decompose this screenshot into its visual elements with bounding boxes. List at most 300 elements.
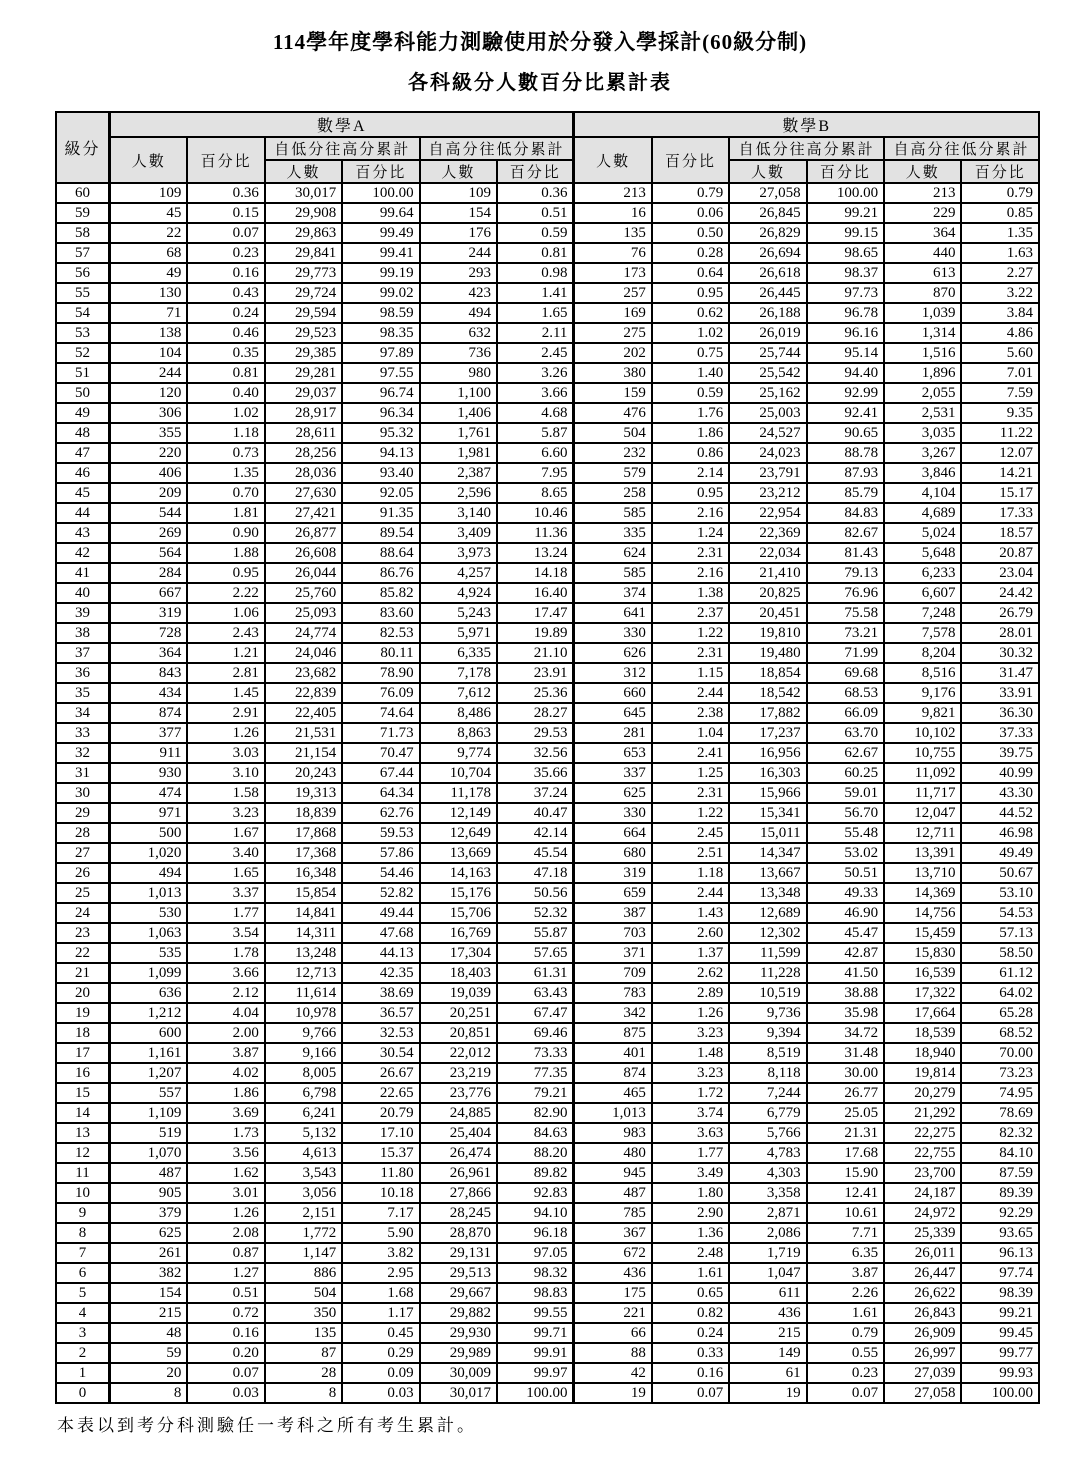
value-cell: 11,092 <box>884 763 961 783</box>
table-row <box>56 543 1039 563</box>
value-cell: 7,612 <box>420 683 497 703</box>
level-cell: 32 <box>56 743 110 763</box>
value-cell: 99.49 <box>342 223 419 243</box>
value-cell: 1,772 <box>265 1223 342 1243</box>
value-cell: 335 <box>574 523 651 543</box>
level-cell: 2 <box>56 1343 110 1363</box>
value-cell: 632 <box>420 323 497 343</box>
table-row <box>56 663 1039 683</box>
value-cell: 0.85 <box>961 203 1039 223</box>
value-cell: 65.28 <box>961 1003 1039 1023</box>
value-cell: 14.18 <box>497 563 574 583</box>
value-cell: 24,527 <box>729 423 806 443</box>
value-cell: 50.67 <box>961 863 1039 883</box>
value-cell: 9,176 <box>884 683 961 703</box>
value-cell: 13,348 <box>729 883 806 903</box>
subheader-count-desc-b: 人數 <box>884 160 961 183</box>
value-cell: 1.73 <box>187 1123 264 1143</box>
value-cell: 89.54 <box>342 523 419 543</box>
value-cell: 24,046 <box>265 643 342 663</box>
table-row <box>56 1363 1039 1383</box>
level-cell: 3 <box>56 1323 110 1343</box>
value-cell: 20.87 <box>961 543 1039 563</box>
value-cell: 175 <box>574 1283 651 1303</box>
value-cell: 1.61 <box>652 1263 729 1283</box>
value-cell: 17.68 <box>807 1143 884 1163</box>
value-cell: 98.37 <box>807 263 884 283</box>
value-cell: 25,744 <box>729 343 806 363</box>
value-cell: 557 <box>110 1083 187 1103</box>
value-cell: 23.91 <box>497 663 574 683</box>
value-cell: 380 <box>574 363 651 383</box>
value-cell: 980 <box>420 363 497 383</box>
value-cell: 44.52 <box>961 803 1039 823</box>
level-cell: 43 <box>56 523 110 543</box>
value-cell: 3.40 <box>187 843 264 863</box>
value-cell: 0.36 <box>497 183 574 203</box>
value-cell: 95.14 <box>807 343 884 363</box>
value-cell: 636 <box>110 983 187 1003</box>
value-cell: 12,711 <box>884 823 961 843</box>
value-cell: 465 <box>574 1083 651 1103</box>
value-cell: 27,421 <box>265 503 342 523</box>
level-cell: 17 <box>56 1043 110 1063</box>
value-cell: 63.70 <box>807 723 884 743</box>
value-cell: 45.54 <box>497 843 574 863</box>
value-cell: 16,303 <box>729 763 806 783</box>
value-cell: 232 <box>574 443 651 463</box>
value-cell: 63.43 <box>497 983 574 1003</box>
table-row <box>56 1123 1039 1143</box>
value-cell: 100.00 <box>342 183 419 203</box>
value-cell: 8,863 <box>420 723 497 743</box>
value-cell: 434 <box>110 683 187 703</box>
value-cell: 36.57 <box>342 1003 419 1023</box>
level-cell: 9 <box>56 1203 110 1223</box>
value-cell: 0.59 <box>497 223 574 243</box>
value-cell: 3,358 <box>729 1183 806 1203</box>
value-cell: 93.65 <box>961 1223 1039 1243</box>
value-cell: 1.37 <box>652 943 729 963</box>
level-cell: 25 <box>56 883 110 903</box>
value-cell: 22.65 <box>342 1083 419 1103</box>
value-cell: 26.67 <box>342 1063 419 1083</box>
value-cell: 97.74 <box>961 1263 1039 1283</box>
value-cell: 61.12 <box>961 963 1039 983</box>
value-cell: 29.53 <box>497 723 574 743</box>
value-cell: 29,863 <box>265 223 342 243</box>
value-cell: 23,791 <box>729 463 806 483</box>
value-cell: 382 <box>110 1263 187 1283</box>
level-cell: 59 <box>56 203 110 223</box>
value-cell: 1.04 <box>652 723 729 743</box>
value-cell: 50.51 <box>807 863 884 883</box>
value-cell: 84.10 <box>961 1143 1039 1163</box>
value-cell: 9,766 <box>265 1023 342 1043</box>
value-cell: 1.48 <box>652 1043 729 1063</box>
value-cell: 37.33 <box>961 723 1039 743</box>
value-cell: 1.15 <box>652 663 729 683</box>
value-cell: 2,086 <box>729 1223 806 1243</box>
value-cell: 600 <box>110 1023 187 1043</box>
table-row <box>56 1243 1039 1263</box>
value-cell: 0.73 <box>187 443 264 463</box>
value-cell: 2.00 <box>187 1023 264 1043</box>
value-cell: 209 <box>110 483 187 503</box>
value-cell: 2.14 <box>652 463 729 483</box>
value-cell: 3,056 <box>265 1183 342 1203</box>
value-cell: 18.57 <box>961 523 1039 543</box>
value-cell: 87.59 <box>961 1163 1039 1183</box>
value-cell: 88 <box>574 1343 651 1363</box>
value-cell: 12,149 <box>420 803 497 823</box>
value-cell: 14,347 <box>729 843 806 863</box>
value-cell: 120 <box>110 383 187 403</box>
level-cell: 29 <box>56 803 110 823</box>
value-cell: 202 <box>574 343 651 363</box>
value-cell: 5,971 <box>420 623 497 643</box>
value-cell: 1.22 <box>652 803 729 823</box>
value-cell: 1.72 <box>652 1083 729 1103</box>
value-cell: 73.23 <box>961 1063 1039 1083</box>
value-cell: 3.69 <box>187 1103 264 1123</box>
value-cell: 92.99 <box>807 383 884 403</box>
value-cell: 10.61 <box>807 1203 884 1223</box>
value-cell: 13,669 <box>420 843 497 863</box>
value-cell: 494 <box>110 863 187 883</box>
value-cell: 0.72 <box>187 1303 264 1323</box>
value-cell: 6,607 <box>884 583 961 603</box>
value-cell: 57.86 <box>342 843 419 863</box>
value-cell: 29,908 <box>265 203 342 223</box>
value-cell: 24,774 <box>265 623 342 643</box>
value-cell: 169 <box>574 303 651 323</box>
value-cell: 2.81 <box>187 663 264 683</box>
value-cell: 1,981 <box>420 443 497 463</box>
subheader-percent-asc-b: 百分比 <box>807 160 884 183</box>
table-row <box>56 963 1039 983</box>
value-cell: 31.48 <box>807 1043 884 1063</box>
column-header-percent-a: 百分比 <box>187 137 264 183</box>
value-cell: 440 <box>884 243 961 263</box>
value-cell: 24,972 <box>884 1203 961 1223</box>
value-cell: 49.49 <box>961 843 1039 863</box>
value-cell: 24,023 <box>729 443 806 463</box>
value-cell: 25,404 <box>420 1123 497 1143</box>
value-cell: 83.60 <box>342 603 419 623</box>
value-cell: 3.56 <box>187 1143 264 1163</box>
value-cell: 1.43 <box>652 903 729 923</box>
value-cell: 18,403 <box>420 963 497 983</box>
value-cell: 2.38 <box>652 703 729 723</box>
value-cell: 99.45 <box>961 1323 1039 1343</box>
value-cell: 20,825 <box>729 583 806 603</box>
value-cell: 16,769 <box>420 923 497 943</box>
value-cell: 71.73 <box>342 723 419 743</box>
value-cell: 2.91 <box>187 703 264 723</box>
value-cell: 4.04 <box>187 1003 264 1023</box>
value-cell: 8,519 <box>729 1043 806 1063</box>
level-cell: 5 <box>56 1283 110 1303</box>
value-cell: 2,151 <box>265 1203 342 1223</box>
page-subtitle: 各科級分人數百分比累計表 <box>408 72 672 94</box>
value-cell: 5.60 <box>961 343 1039 363</box>
value-cell: 2.37 <box>652 603 729 623</box>
value-cell: 14,841 <box>265 903 342 923</box>
value-cell: 0.87 <box>187 1243 264 1263</box>
subheader-count-desc-a: 人數 <box>420 160 497 183</box>
value-cell: 0.51 <box>187 1283 264 1303</box>
value-cell: 585 <box>574 503 651 523</box>
value-cell: 20 <box>110 1363 187 1383</box>
value-cell: 2.08 <box>187 1223 264 1243</box>
value-cell: 0.45 <box>342 1323 419 1343</box>
value-cell: 16,956 <box>729 743 806 763</box>
level-cell: 27 <box>56 843 110 863</box>
value-cell: 28,611 <box>265 423 342 443</box>
value-cell: 3,543 <box>265 1163 342 1183</box>
value-cell: 18,542 <box>729 683 806 703</box>
value-cell: 25,093 <box>265 603 342 623</box>
value-cell: 4,303 <box>729 1163 806 1183</box>
value-cell: 15,459 <box>884 923 961 943</box>
value-cell: 23,219 <box>420 1063 497 1083</box>
value-cell: 17,882 <box>729 703 806 723</box>
value-cell: 135 <box>574 223 651 243</box>
value-cell: 971 <box>110 803 187 823</box>
value-cell: 659 <box>574 883 651 903</box>
value-cell: 85.82 <box>342 583 419 603</box>
value-cell: 487 <box>110 1163 187 1183</box>
value-cell: 2.90 <box>652 1203 729 1223</box>
level-cell: 16 <box>56 1063 110 1083</box>
value-cell: 80.11 <box>342 643 419 663</box>
value-cell: 1.76 <box>652 403 729 423</box>
value-cell: 25.05 <box>807 1103 884 1123</box>
value-cell: 1,516 <box>884 343 961 363</box>
value-cell: 377 <box>110 723 187 743</box>
table-row <box>56 503 1039 523</box>
level-cell: 44 <box>56 503 110 523</box>
value-cell: 2.89 <box>652 983 729 1003</box>
value-cell: 5.90 <box>342 1223 419 1243</box>
value-cell: 29,841 <box>265 243 342 263</box>
level-cell: 30 <box>56 783 110 803</box>
value-cell: 46.98 <box>961 823 1039 843</box>
table-row <box>56 423 1039 443</box>
value-cell: 1,896 <box>884 363 961 383</box>
value-cell: 17,868 <box>265 823 342 843</box>
value-cell: 42.35 <box>342 963 419 983</box>
value-cell: 19,480 <box>729 643 806 663</box>
value-cell: 2,387 <box>420 463 497 483</box>
table-row <box>56 1043 1039 1063</box>
value-cell: 3.37 <box>187 883 264 903</box>
table-header <box>56 112 1039 183</box>
value-cell: 62.76 <box>342 803 419 823</box>
value-cell: 22,405 <box>265 703 342 723</box>
value-cell: 664 <box>574 823 651 843</box>
value-cell: 911 <box>110 743 187 763</box>
value-cell: 39.75 <box>961 743 1039 763</box>
value-cell: 19 <box>574 1383 651 1403</box>
value-cell: 15,966 <box>729 783 806 803</box>
value-cell: 26,188 <box>729 303 806 323</box>
value-cell: 154 <box>110 1283 187 1303</box>
value-cell: 0.36 <box>187 183 264 203</box>
value-cell: 87.93 <box>807 463 884 483</box>
value-cell: 1.81 <box>187 503 264 523</box>
level-cell: 34 <box>56 703 110 723</box>
value-cell: 6.35 <box>807 1243 884 1263</box>
value-cell: 13,667 <box>729 863 806 883</box>
column-header-level: 級分 <box>56 112 110 183</box>
value-cell: 22 <box>110 223 187 243</box>
section-header-math-a: 數學A <box>110 112 574 137</box>
value-cell: 96.74 <box>342 383 419 403</box>
level-cell: 41 <box>56 563 110 583</box>
value-cell: 20,251 <box>420 1003 497 1023</box>
value-cell: 1.17 <box>342 1303 419 1323</box>
value-cell: 87 <box>265 1343 342 1363</box>
value-cell: 8 <box>265 1383 342 1403</box>
value-cell: 18,839 <box>265 803 342 823</box>
value-cell: 15,706 <box>420 903 497 923</box>
value-cell: 3.49 <box>652 1163 729 1183</box>
value-cell: 176 <box>420 223 497 243</box>
value-cell: 46.90 <box>807 903 884 923</box>
section-header-row <box>56 112 1039 137</box>
value-cell: 67.44 <box>342 763 419 783</box>
table-row <box>56 383 1039 403</box>
value-cell: 96.78 <box>807 303 884 323</box>
level-cell: 6 <box>56 1263 110 1283</box>
value-cell: 94.13 <box>342 443 419 463</box>
value-cell: 71 <box>110 303 187 323</box>
value-cell: 99.91 <box>497 1343 574 1363</box>
value-cell: 625 <box>574 783 651 803</box>
value-cell: 23,776 <box>420 1083 497 1103</box>
table-row <box>56 703 1039 723</box>
level-cell: 58 <box>56 223 110 243</box>
value-cell: 33.91 <box>961 683 1039 703</box>
table-row <box>56 443 1039 463</box>
level-cell: 45 <box>56 483 110 503</box>
value-cell: 0.79 <box>807 1323 884 1343</box>
value-cell: 3.74 <box>652 1103 729 1123</box>
value-cell: 100.00 <box>497 1383 574 1403</box>
value-cell: 99.97 <box>497 1363 574 1383</box>
value-cell: 57.13 <box>961 923 1039 943</box>
table-row <box>56 1183 1039 1203</box>
value-cell: 28,245 <box>420 1203 497 1223</box>
level-cell: 0 <box>56 1383 110 1403</box>
value-cell: 30,009 <box>420 1363 497 1383</box>
value-cell: 14,756 <box>884 903 961 923</box>
value-cell: 25,003 <box>729 403 806 423</box>
level-cell: 51 <box>56 363 110 383</box>
level-cell: 38 <box>56 623 110 643</box>
value-cell: 379 <box>110 1203 187 1223</box>
value-cell: 5,024 <box>884 523 961 543</box>
value-cell: 500 <box>110 823 187 843</box>
value-cell: 0.79 <box>652 183 729 203</box>
level-cell: 53 <box>56 323 110 343</box>
value-cell: 28,870 <box>420 1223 497 1243</box>
table-row <box>56 983 1039 1003</box>
level-cell: 4 <box>56 1303 110 1323</box>
value-cell: 0.23 <box>807 1363 884 1383</box>
subheader-percent-asc-a: 百分比 <box>342 160 419 183</box>
value-cell: 3.66 <box>497 383 574 403</box>
value-cell: 3.84 <box>961 303 1039 323</box>
value-cell: 11.80 <box>342 1163 419 1183</box>
value-cell: 905 <box>110 1183 187 1203</box>
level-cell: 12 <box>56 1143 110 1163</box>
value-cell: 89.82 <box>497 1163 574 1183</box>
level-cell: 15 <box>56 1083 110 1103</box>
level-cell: 28 <box>56 823 110 843</box>
table-row <box>56 1283 1039 1303</box>
value-cell: 98.65 <box>807 243 884 263</box>
value-cell: 504 <box>265 1283 342 1303</box>
value-cell: 8,118 <box>729 1063 806 1083</box>
value-cell: 94.10 <box>497 1203 574 1223</box>
value-cell: 97.73 <box>807 283 884 303</box>
level-cell: 23 <box>56 923 110 943</box>
table-row <box>56 403 1039 423</box>
value-cell: 100.00 <box>961 1383 1039 1403</box>
level-cell: 49 <box>56 403 110 423</box>
value-cell: 70.47 <box>342 743 419 763</box>
value-cell: 728 <box>110 623 187 643</box>
table-row <box>56 683 1039 703</box>
value-cell: 22,954 <box>729 503 806 523</box>
value-cell: 1.36 <box>652 1223 729 1243</box>
value-cell: 1,100 <box>420 383 497 403</box>
value-cell: 585 <box>574 563 651 583</box>
value-cell: 67.47 <box>497 1003 574 1023</box>
value-cell: 59 <box>110 1343 187 1363</box>
value-cell: 26,829 <box>729 223 806 243</box>
value-cell: 4,689 <box>884 503 961 523</box>
value-cell: 474 <box>110 783 187 803</box>
value-cell: 672 <box>574 1243 651 1263</box>
group-header-row <box>56 137 1039 160</box>
value-cell: 24,885 <box>420 1103 497 1123</box>
value-cell: 9,166 <box>265 1043 342 1063</box>
level-cell: 11 <box>56 1163 110 1183</box>
value-cell: 78.90 <box>342 663 419 683</box>
column-header-count-a: 人數 <box>110 137 187 183</box>
table-row <box>56 483 1039 503</box>
level-cell: 48 <box>56 423 110 443</box>
value-cell: 79.13 <box>807 563 884 583</box>
value-cell: 1.65 <box>187 863 264 883</box>
table-row <box>56 343 1039 363</box>
value-cell: 26.79 <box>961 603 1039 623</box>
value-cell: 641 <box>574 603 651 623</box>
value-cell: 709 <box>574 963 651 983</box>
value-cell: 27,039 <box>884 1363 961 1383</box>
value-cell: 38.88 <box>807 983 884 1003</box>
value-cell: 2,596 <box>420 483 497 503</box>
value-cell: 1.40 <box>652 363 729 383</box>
value-cell: 17,237 <box>729 723 806 743</box>
table-body <box>56 183 1039 1403</box>
value-cell: 21,292 <box>884 1103 961 1123</box>
value-cell: 109 <box>110 183 187 203</box>
